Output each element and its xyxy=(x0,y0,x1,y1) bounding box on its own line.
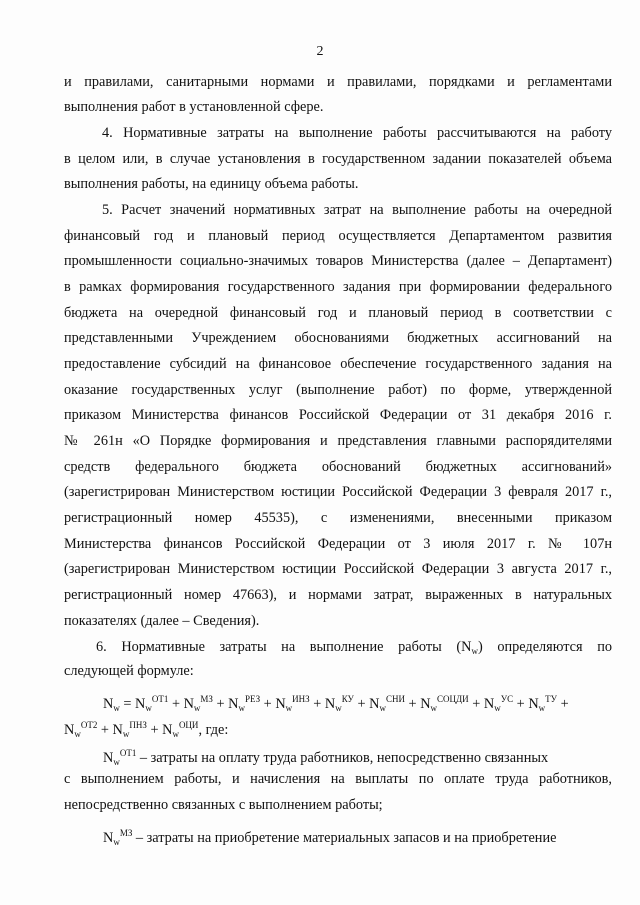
subscript: w xyxy=(113,703,120,713)
subscript: w xyxy=(122,729,130,739)
formula-symbol: N xyxy=(183,696,194,712)
formula-symbol: N xyxy=(112,722,123,738)
text-line: показателях (далее – Сведения). xyxy=(64,613,260,629)
paragraph-6-start xyxy=(96,638,612,660)
subscript: w xyxy=(471,646,478,656)
formula-text: , где: xyxy=(198,722,229,738)
text-line: № 261н «О Порядке формирования и представления главными распорядителями xyxy=(64,433,612,449)
text-line: выполнения работ в установленной сфере. xyxy=(64,99,324,115)
subscript: w xyxy=(538,703,546,713)
formula-symbol: N xyxy=(103,696,114,712)
subscript: w xyxy=(193,703,201,713)
formula-operator: + xyxy=(557,696,569,712)
formula-symbol: N xyxy=(324,696,336,712)
superscript: СОЦДИ xyxy=(437,694,469,704)
formula-operator: + xyxy=(404,696,421,712)
superscript: СНИ xyxy=(385,694,405,704)
formula-line-1 xyxy=(103,690,569,717)
text-line: финансовый год и плановый период осуществляется Департаментом развития xyxy=(64,228,612,244)
formula-operator: + xyxy=(97,722,113,738)
text-line: непосредственно связанных с выполнением работы; xyxy=(64,797,383,813)
text-line: Министерства финансов Российской Федерации от 3 июля 2017 г. № 107н xyxy=(64,536,612,552)
text-line: и правилами, санитарными нормами и правилами, порядками и регламентами xyxy=(64,74,612,90)
term-definition-mz xyxy=(103,824,612,851)
text-line: оказание государственных услуг (выполнение работ) по форме, утвержденной xyxy=(64,382,612,398)
subscript: w xyxy=(335,703,342,713)
superscript: МЗ xyxy=(200,694,213,704)
text-line: представленными Учреждением обоснованиями бюджетных ассигнований на xyxy=(64,330,612,346)
text-line: с выполнением работы, и начисления на выплаты по оплате труда работников, xyxy=(64,771,612,787)
superscript: ОТ2 xyxy=(80,720,98,730)
superscript: ОТ1 xyxy=(151,694,169,704)
superscript: ОТ1 xyxy=(119,748,137,758)
superscript: РЕЗ xyxy=(244,694,261,704)
subscript: w xyxy=(172,729,179,739)
formula-symbol: N xyxy=(103,830,114,846)
formula-operator: + xyxy=(168,696,184,712)
text-line: средств федерального бюджета обоснований бюджетных ассигнований» xyxy=(64,459,612,475)
subscript: w xyxy=(430,703,438,713)
paragraph-5-start: 5. Расчет значений нормативных затрат на выполнение работы на очередной xyxy=(102,202,612,218)
subscript: w xyxy=(74,729,81,739)
formula-symbol: N xyxy=(483,696,495,712)
text-line: (зарегистрирован Министерством юстиции Российской Федерации 3 августа 2017 г., xyxy=(64,561,612,577)
subscript: w xyxy=(238,703,245,713)
text-fragment: ) определяются по xyxy=(477,639,613,655)
term-definition-ot1 xyxy=(103,744,612,771)
formula-operator: + xyxy=(146,722,163,738)
term-text: – затраты на приобретение материальных запасов и на приобретение xyxy=(132,830,557,846)
text-line: промышленности социально-значимых товаров Министерства (далее – Департамент) xyxy=(64,253,612,269)
text-line: приказом Министерства финансов Российской Федерации от 31 декабря 2016 г. xyxy=(64,407,612,423)
superscript: ТУ xyxy=(545,694,558,704)
superscript: МЗ xyxy=(119,828,133,838)
formula-operator: + xyxy=(260,696,276,712)
superscript: УС xyxy=(500,694,514,704)
formula-line-2 xyxy=(64,716,228,743)
formula-operator: + xyxy=(513,696,529,712)
formula-symbol: N xyxy=(275,696,286,712)
text-fragment: 6. Нормативные затраты на выполнение работы (N xyxy=(96,639,472,655)
term-text: – затраты на оплату труда работников, непосредственно связанных xyxy=(136,750,549,766)
text-line: в рамках формирования государственного задания при формировании федерального xyxy=(64,279,612,295)
subscript: w xyxy=(113,757,120,767)
text-line: регистрационный номер 45535), с изменениями, внесенными приказом xyxy=(64,510,612,526)
text-line: следующей формуле: xyxy=(64,663,194,679)
formula-symbol: N xyxy=(528,696,539,712)
subscript: w xyxy=(145,703,152,713)
superscript: ИНЗ xyxy=(292,694,310,704)
text-line: (зарегистрирован Министерством юстиции Российской Федерации 3 февраля 2017 г., xyxy=(64,484,612,500)
superscript: ОЦИ xyxy=(178,720,199,730)
formula-symbol: N xyxy=(64,722,75,738)
superscript: КУ xyxy=(341,694,354,704)
formula-symbol: N xyxy=(103,750,114,766)
formula-operator: + xyxy=(468,696,484,712)
formula-symbol: N xyxy=(135,696,146,712)
subscript: w xyxy=(285,703,293,713)
subscript: w xyxy=(379,703,386,713)
text-line: выполнения работы, на единицу объема работы. xyxy=(64,176,359,192)
formula-symbol: N xyxy=(420,696,431,712)
paragraph-4-start: 4. Нормативные затраты на выполнение работы рассчитываются на работу xyxy=(102,125,612,141)
formula-operator: + xyxy=(309,696,325,712)
formula-operator: = xyxy=(119,696,136,712)
subscript: w xyxy=(113,837,120,847)
subscript: w xyxy=(494,703,501,713)
text-line: бюджета на очередной финансовый год и плановый период в соответствии с xyxy=(64,305,612,321)
text-line: в целом или, в случае установления в государственном задании показателей объема xyxy=(64,151,612,167)
page-number: 2 xyxy=(316,44,324,59)
text-line: регистрационный номер 47663), и нормами затрат, выраженных в натуральных xyxy=(64,587,612,603)
formula-symbol: N xyxy=(162,722,173,738)
formula-symbol: N xyxy=(369,696,380,712)
formula-operator: + xyxy=(353,696,370,712)
text-line: предоставление субсидий на финансовое обеспечение государственного задания на xyxy=(64,356,612,372)
formula-operator: + xyxy=(212,696,229,712)
superscript: ПНЗ xyxy=(129,720,147,730)
formula-symbol: N xyxy=(228,696,239,712)
